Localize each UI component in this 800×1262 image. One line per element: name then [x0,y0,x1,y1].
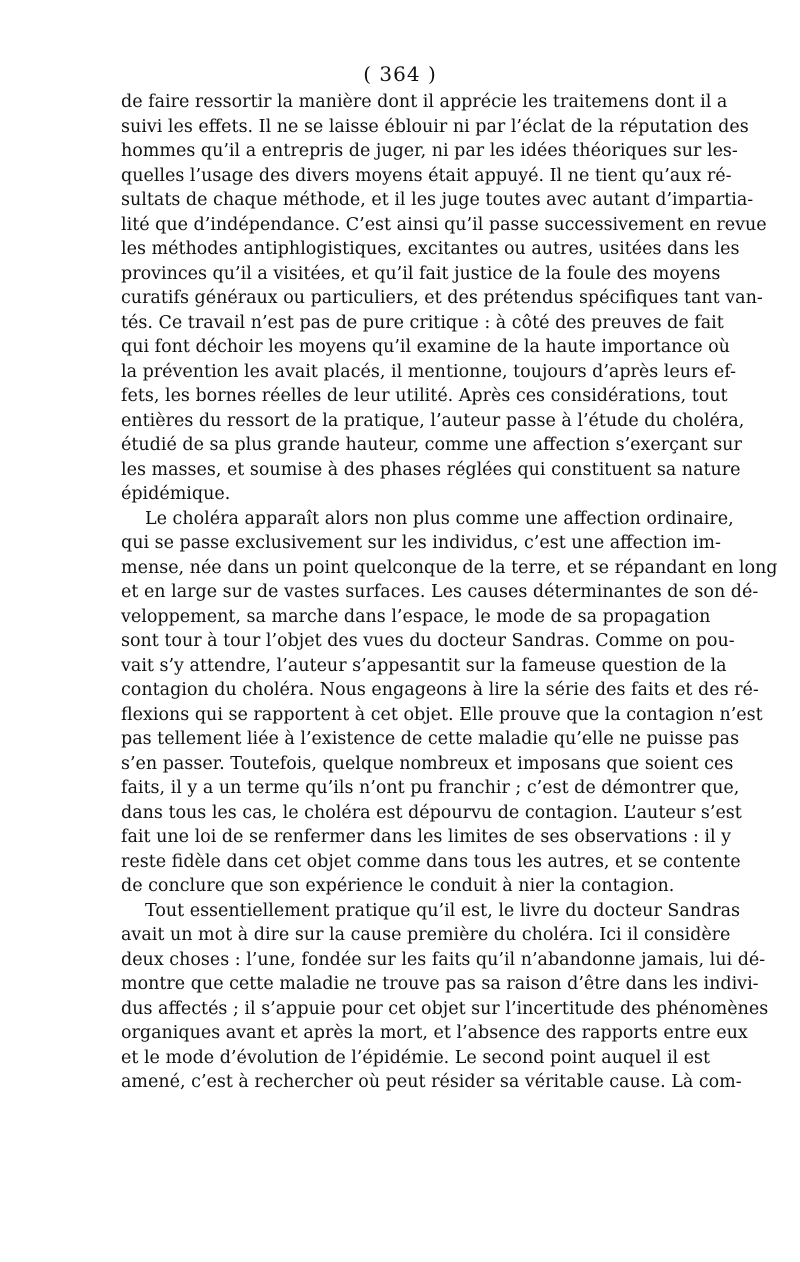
text-line: avait un mot à dire sur la cause première du choléra. Ici il considère [121,925,731,945]
text-line: pas tellement liée à l’existence de cette maladie qu’elle ne puisse pas [121,729,740,749]
text-line: Le choléra apparaît alors non plus comme une affection ordinaire, [145,508,734,529]
text-line: les masses, et soumise à des phases réglées qui constituent sa nature [121,459,741,480]
text-line: vait s’y attendre, l’auteur s’appesantit sur la fameuse question de la [121,655,727,676]
body-text [121,90,778,1095]
text-line: deux choses : l’une, fondée sur les faits qu’il n’abandonne jamais, lui dé- [121,949,766,970]
text-line: entières du ressort de la pratique, l’auteur passe à l’étude du choléra, [121,410,745,431]
text-line: suivi les effets. Il ne se laisse éblouir ni par l’éclat de la réputation des [121,116,749,137]
text-line: quelles l’usage des divers moyens était appuyé. Il ne tient qu’aux ré- [121,165,732,186]
text-line: qui font déchoir les moyens qu’il examine de la haute importance où [121,337,730,357]
text-line: curatifs généraux ou particuliers, et des prétendus spécifiques tant van- [121,288,763,308]
paragraph [121,899,769,1095]
text-line: mense, née dans un point quelconque de la terre, et se répandant en long [121,557,778,578]
text-line: contagion du choléra. Nous engageons à lire la série des faits et des ré- [121,680,759,700]
text-line: de conclure que son expérience le conduit à nier la contagion. [121,876,675,896]
text-line: lité que d’indépendance. C’est ainsi qu’il passe successivement en revue [121,214,767,235]
text-line: amené, c’est à rechercher où peut résider sa véritable cause. Là com- [121,1072,742,1092]
text-line: montre que cette maladie ne trouve pas sa raison d’être dans les indivi- [121,974,759,994]
text-line: épidémique. [121,484,231,504]
text-line: la prévention les avait placés, il mentionne, toujours d’après leurs ef- [121,361,737,382]
text-line: Tout essentiellement pratique qu’il est, le livre du docteur Sandras [145,900,741,921]
text-line: dans tous les cas, le choléra est dépourvu de contagion. L’auteur s’est [121,802,742,823]
text-line: flexions qui se rapportent à cet objet. Elle prouve que la contagion n’est [121,704,763,725]
text-line: faits, il y a un terme qu’ils n’ont pu franchir ; c’est de démontrer que, [121,778,740,798]
paragraph [121,90,767,507]
text-line: sont tour à tour l’objet des vues du docteur Sandras. Comme on pou- [121,631,735,651]
text-line: tés. Ce travail n’est pas de pure critique : à côté des preuves de fait [121,312,724,333]
text-line: organiques avant et après la mort, et l’absence des rapports entre eux [121,1023,748,1043]
text-line: veloppement, sa marche dans l’espace, le mode de sa propagation [121,606,711,627]
text-line: fets, les bornes réelles de leur utilité. Après ces considérations, tout [121,386,728,406]
paragraph [121,507,778,899]
page-number: ( 364 ) [363,62,437,86]
text-line: sultats de chaque méthode, et il les juge toutes avec autant d’impartia- [121,190,754,210]
paragraph-container [121,90,778,1095]
text-line: dus affectés ; il s’appuie pour cet objet sur l’incertitude des phénomènes [121,998,769,1019]
text-line: hommes qu’il a entrepris de juger, ni par les idées théoriques sur les- [121,141,738,161]
text-line: s’en passer. Toutefois, quelque nombreux et imposans que soient ces [121,753,734,774]
text-line: provinces qu’il a visitées, et qu’il fait justice de la foule des moyens [121,263,721,284]
text-line: fait une loi de se renfermer dans les limites de ses observations : il y [121,827,732,847]
text-line: les méthodes antiphlogistiques, excitantes ou autres, usitées dans les [121,239,740,259]
text-line: et le mode d’évolution de l’épidémie. Le second point auquel il est [121,1047,711,1068]
text-line: étudié de sa plus grande hauteur, comme une affection s’exerçant sur [121,435,742,455]
text-line: et en large sur de vastes surfaces. Les causes déterminantes de son dé- [121,582,759,602]
text-line: reste fidèle dans cet objet comme dans tous les autres, et se contente [121,851,741,872]
text-line: qui se passe exclusivement sur les individus, c’est une affection im- [121,533,721,553]
text-line: de faire ressortir la manière dont il apprécie les traitemens dont il a [121,92,728,112]
